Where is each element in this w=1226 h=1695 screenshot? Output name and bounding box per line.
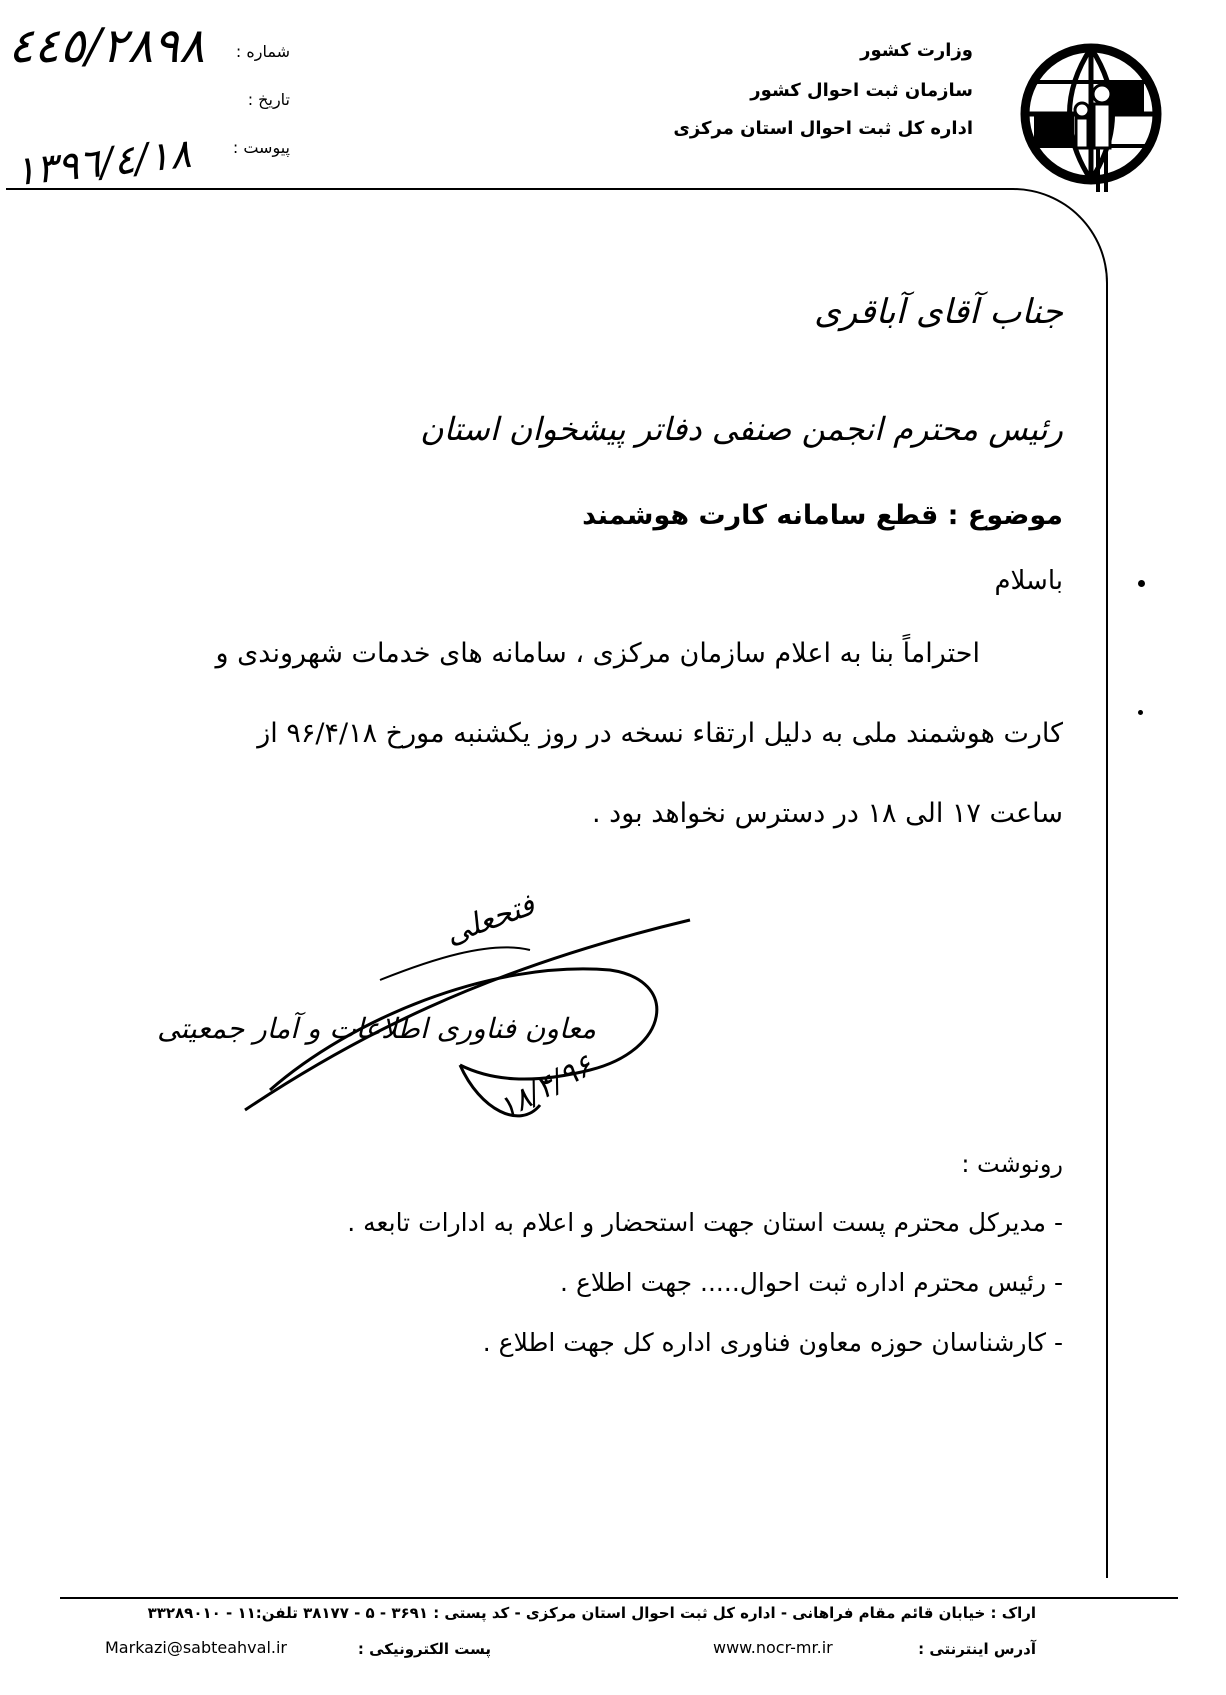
attachment-label: پیوست :: [232, 138, 290, 157]
greeting: باسلام: [994, 566, 1063, 596]
cc-label: رونوشت :: [961, 1150, 1063, 1178]
footer-address: اراک : خیابان قائم مقام فراهانی - اداره کل ثبت احوال استان مرکزی - کد پستی : ٣۶٩١ - ۵ - ٣٨١٧٧ تلفن:١١ - ٣٣٢٨٩٠١٠: [147, 1604, 1036, 1622]
scan-dot: [1138, 710, 1143, 715]
department-name: اداره کل ثبت احوال استان مرکزی: [673, 118, 973, 139]
cc-item-3: - کارشناسان حوزه معاون فناوری اداره کل جهت اطلاع .: [482, 1328, 1063, 1357]
body-line-1: احتراماً بنا به اعلام سازمان مرکزی ، سامانه های خدمات شهروندی و: [215, 638, 980, 669]
ministry-name: وزارت کشور: [860, 40, 973, 61]
organization-emblem: [1020, 42, 1162, 194]
handwritten-number: ٤٤٥/٢٨٩٨: [8, 18, 205, 74]
scan-dot: [1138, 580, 1145, 587]
cc-item-2: - رئیس محترم اداره ثبت احوال..... جهت اطلاع .: [560, 1268, 1063, 1297]
organization-name: سازمان ثبت احوال کشور: [750, 80, 973, 101]
signature-date: ١٨/۴/٩۶: [492, 1048, 599, 1127]
recipient-title: رئیس محترم انجمن صنفی دفاتر پیشخوان استان: [420, 410, 1063, 448]
signatory-title: معاون فناوری اطلاعات و آمار جمعیتی: [157, 1012, 596, 1045]
handwritten-date: ١٣٩٦/٤/١٨: [12, 130, 194, 196]
footer-email[interactable]: Markazi@sabteahval.ir: [105, 1638, 288, 1657]
subject-line: موضوع : قطع سامانه کارت هوشمند: [582, 500, 1063, 531]
footer-rule: [60, 1597, 1178, 1599]
emblem-icon: [1020, 42, 1162, 194]
date-label: تاریخ :: [247, 90, 290, 109]
signatory-name: فتحعلی: [440, 887, 540, 952]
recipient-name: جناب آقای آباقری: [814, 292, 1063, 332]
body-line-3: ساعت ١٧ الی ١٨ در دسترس نخواهد بود .: [592, 798, 1063, 829]
footer-website-label: آدرس اینترنتی :: [918, 1640, 1036, 1658]
number-label: شماره :: [235, 42, 290, 61]
footer-website[interactable]: www.nocr-mr.ir: [713, 1638, 833, 1657]
cc-item-1: - مدیرکل محترم پست استان جهت استحضار و اعلام به ادارات تابعه .: [347, 1208, 1063, 1237]
footer-email-label: پست الکترونیکی :: [357, 1640, 491, 1658]
body-line-2: کارت هوشمند ملی به دلیل ارتقاء نسخه در روز یکشنبه مورخ ٩۶/۴/١٨ از: [257, 718, 1063, 749]
